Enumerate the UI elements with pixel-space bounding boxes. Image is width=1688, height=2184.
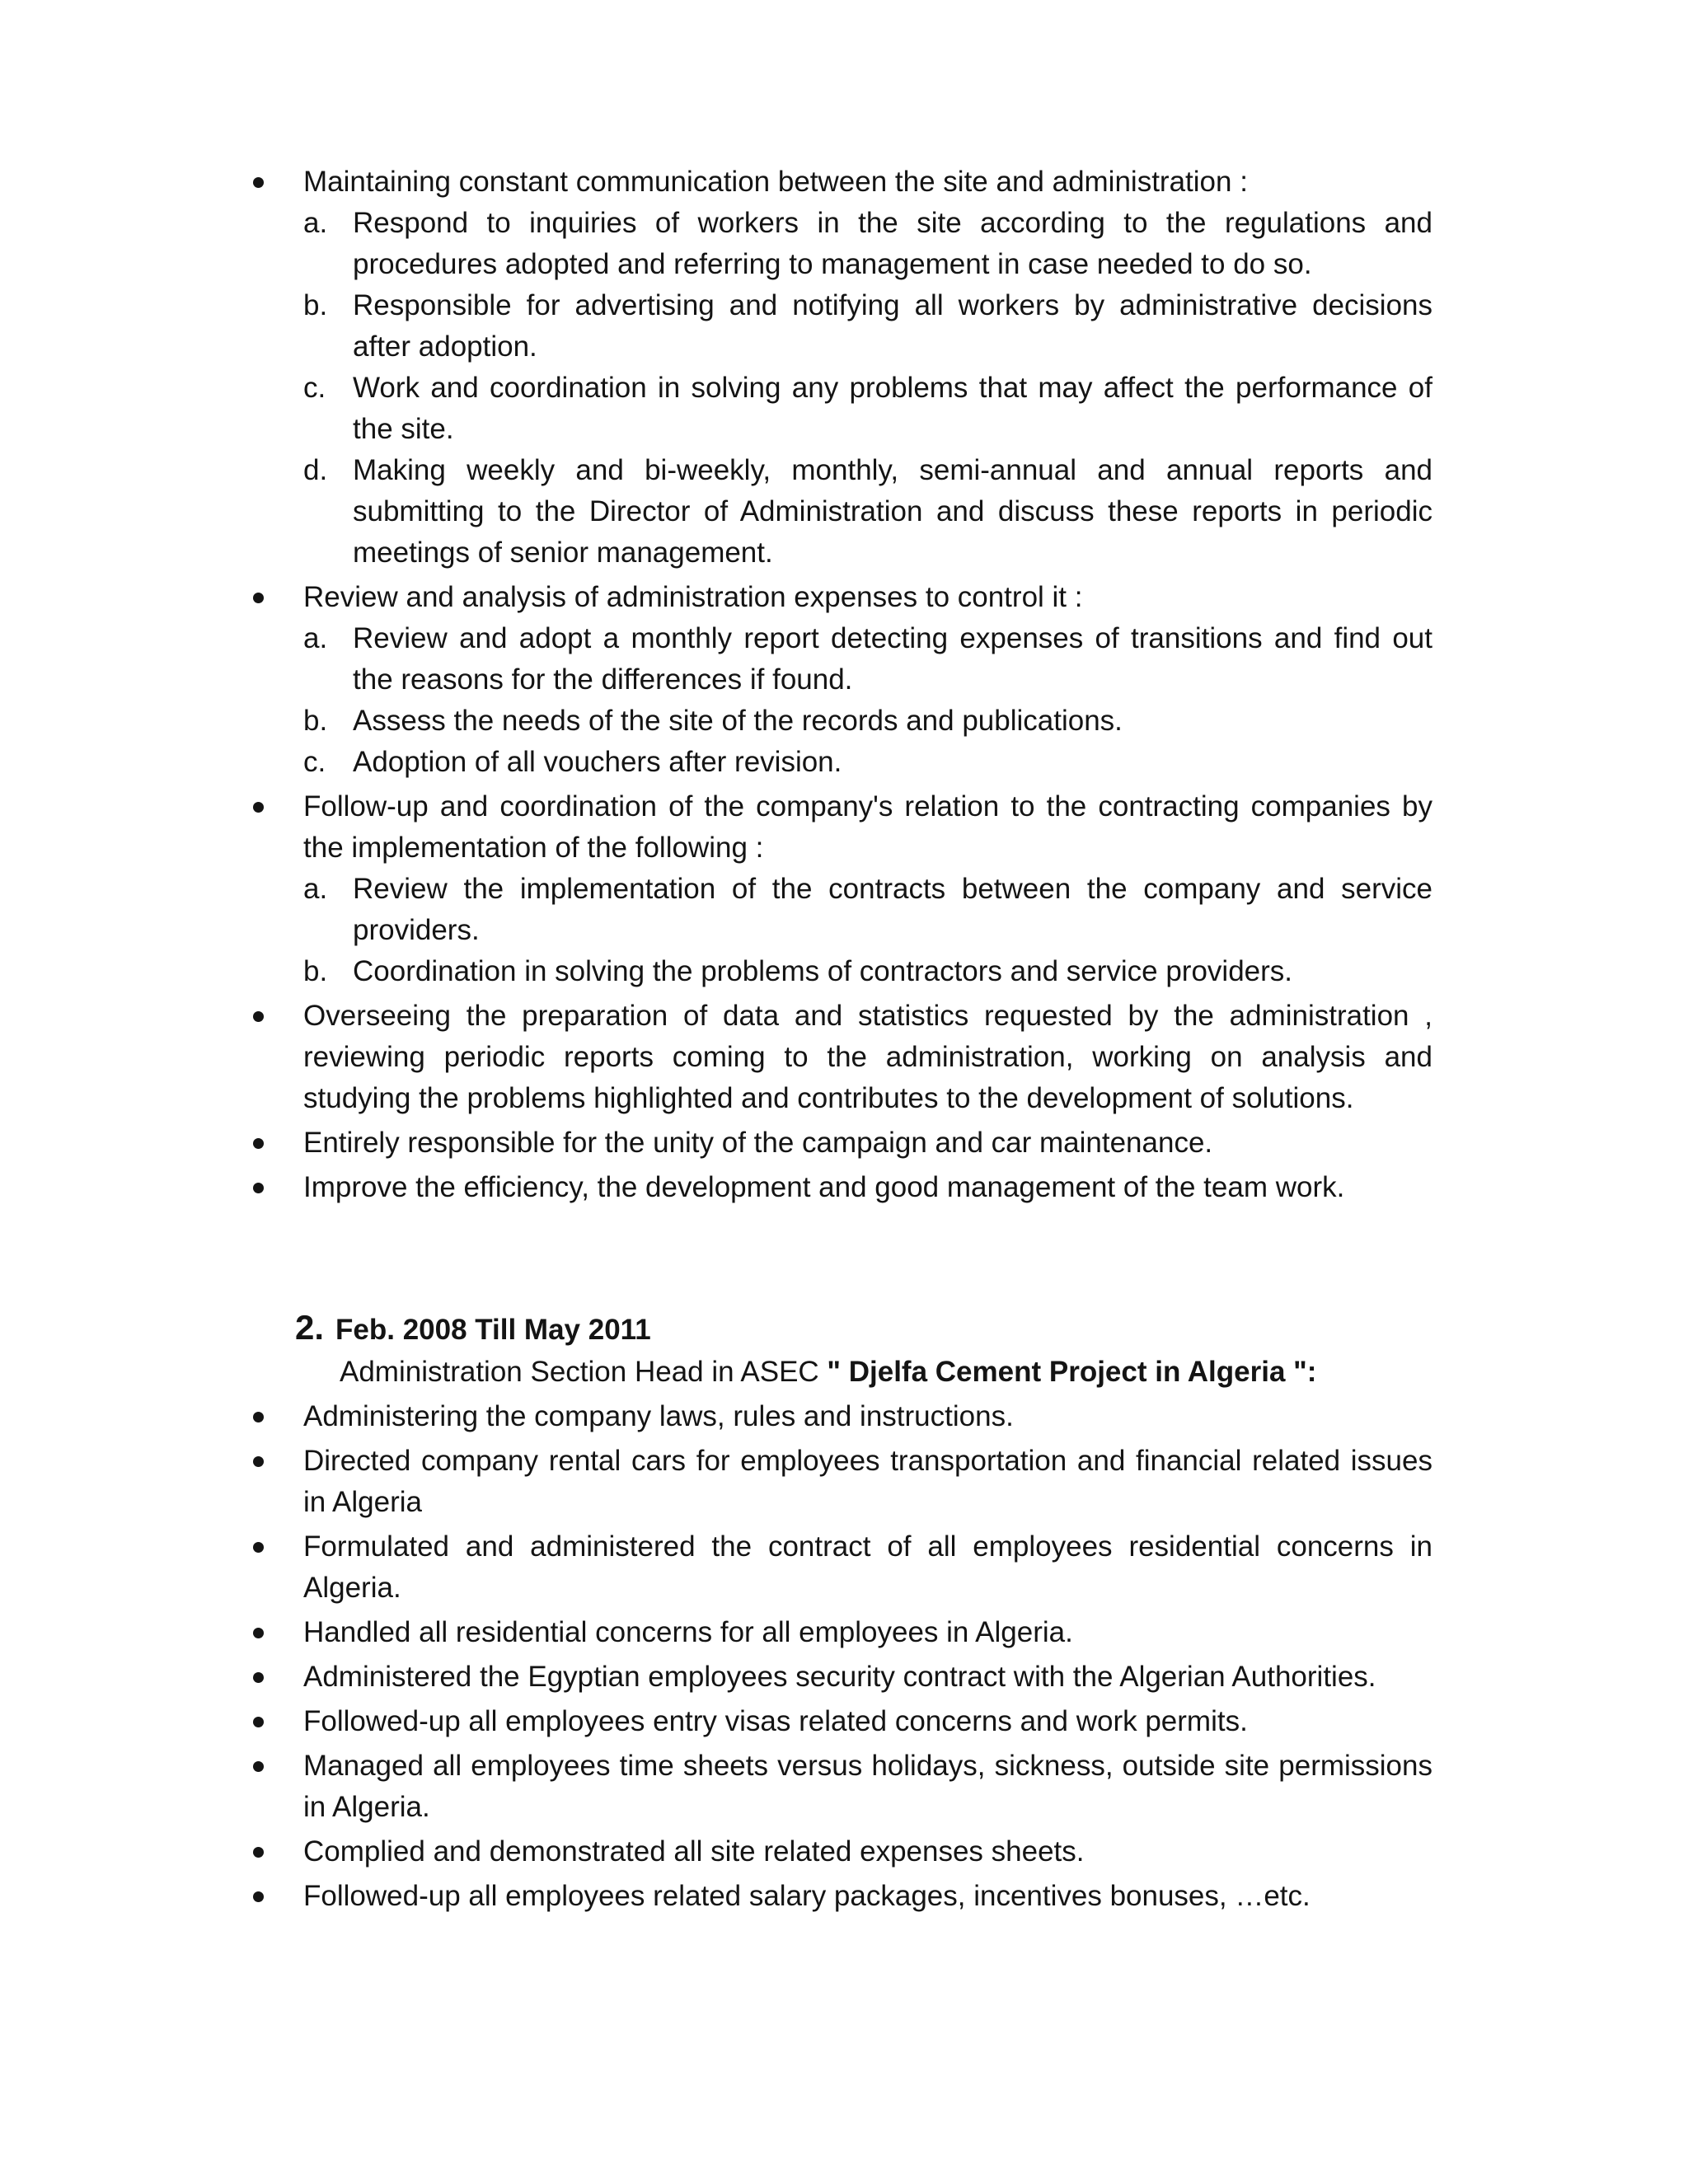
list-item	[0, 1167, 1432, 1208]
item-text: Overseeing the preparation of data and statistics requested by the administration , reviewing periodic reports coming to the administration, working on analysis and studying the problems highlighted and contributes to the development of solutions.	[303, 1000, 1432, 1114]
sub-item-letter: a.	[303, 873, 328, 905]
bullet-icon	[253, 1456, 264, 1467]
item-text: Follow-up and coordination of the company's relation to the contracting companies by the implementation of the following :	[303, 790, 1432, 864]
list-item	[0, 1746, 1432, 1828]
sub-item-letter: c.	[303, 372, 326, 404]
list-item	[0, 786, 1432, 869]
sub-item-letter: c.	[303, 746, 326, 778]
bullet-icon	[253, 1183, 264, 1193]
bullet-icon	[253, 1138, 264, 1149]
section-number: 2.	[295, 1308, 325, 1347]
item-text: Formulated and administered the contract of all employees residential concerns in Algeria.	[303, 1530, 1432, 1604]
sub-item-letter: b.	[303, 705, 328, 737]
sub-item-text: Review the implementation of the contracts between the company and service providers.	[353, 873, 1432, 946]
list-item	[0, 1657, 1432, 1698]
item-text: Improve the efficiency, the development and good management of the team work.	[303, 1171, 1345, 1203]
item-text: Administered the Egyptian employees security contract with the Algerian Authorities.	[303, 1661, 1376, 1693]
section2-list	[0, 1396, 1688, 1917]
list-item	[0, 1122, 1432, 1164]
bullet-icon	[253, 1761, 264, 1772]
sub-item-letter: d.	[303, 454, 328, 486]
bullet-icon	[253, 1412, 264, 1422]
sub-item	[303, 951, 1432, 992]
sub-item-text: Responsible for advertising and notifying all workers by administrative decisions after adoption.	[353, 289, 1432, 363]
sub-list	[303, 203, 1432, 574]
role-text: Administration Section Head in ASEC	[340, 1356, 828, 1388]
sub-item-letter: a.	[303, 207, 328, 239]
sub-item-letter: b.	[303, 289, 328, 321]
sub-item-letter: b.	[303, 955, 328, 987]
sub-item	[303, 450, 1432, 574]
sub-item-text: Coordination in solving the problems of contractors and service providers.	[353, 955, 1293, 987]
bullet-icon	[253, 177, 264, 188]
sub-item-text: Making weekly and bi-weekly, monthly, semi-annual and annual reports and submitting to the Director of Administration and discuss these reports in periodic meetings of senior management.	[353, 454, 1432, 569]
bullet-icon	[253, 593, 264, 603]
section1-list	[0, 162, 1688, 1208]
bullet-icon	[253, 1672, 264, 1683]
bullet-icon	[253, 1891, 264, 1902]
sub-item	[303, 618, 1432, 701]
bullet-icon	[253, 1542, 264, 1553]
item-text: Followed-up all employees entry visas related concerns and work permits.	[303, 1705, 1248, 1737]
sub-item	[303, 742, 1432, 783]
sub-item-letter: a.	[303, 622, 328, 654]
sub-item	[303, 285, 1432, 368]
item-text: Maintaining constant communication between the site and administration :	[303, 166, 1248, 198]
bullet-icon	[253, 802, 264, 813]
sub-item-text: Review and adopt a monthly report detecting expenses of transitions and find out the reasons for the differences if found.	[353, 622, 1432, 696]
sub-item	[303, 701, 1432, 742]
item-text: Managed all employees time sheets versus holidays, sickness, outside site permissions in Algeria.	[303, 1750, 1432, 1823]
list-item	[0, 577, 1432, 618]
bullet-icon	[253, 1717, 264, 1727]
sub-item-text: Respond to inquiries of workers in the site according to the regulations and procedures adopted and referring to management in case needed to do so.	[353, 207, 1432, 280]
sub-item	[303, 203, 1432, 285]
item-text: Administering the company laws, rules and instructions.	[303, 1400, 1014, 1432]
sub-item-text: Work and coordination in solving any problems that may affect the performance of the site.	[353, 372, 1432, 445]
item-text: Directed company rental cars for employees transportation and financial related issues in Algeria	[303, 1445, 1432, 1518]
project-name: " Djelfa Cement Project in Algeria ":	[827, 1356, 1317, 1388]
item-text: Complied and demonstrated all site related expenses sheets.	[303, 1835, 1085, 1868]
section2-role	[340, 1352, 1316, 1393]
bullet-icon	[253, 1628, 264, 1638]
item-text: Review and analysis of administration expenses to control it :	[303, 581, 1083, 613]
sub-item-text: Assess the needs of the site of the records and publications.	[353, 705, 1123, 737]
item-text: Entirely responsible for the unity of the campaign and car maintenance.	[303, 1127, 1213, 1159]
item-text: Handled all residential concerns for all employees in Algeria.	[303, 1616, 1073, 1648]
list-item	[0, 162, 1432, 203]
list-item	[0, 996, 1432, 1119]
list-item	[0, 1701, 1432, 1742]
section-period: Feb. 2008 Till May 2011	[335, 1314, 651, 1346]
list-item	[0, 1526, 1432, 1609]
sub-item	[303, 869, 1432, 951]
bullet-icon	[253, 1011, 264, 1022]
sub-list	[303, 869, 1432, 992]
bullet-icon	[253, 1847, 264, 1858]
sub-list	[303, 618, 1432, 783]
list-item	[0, 1396, 1432, 1437]
list-item	[0, 1612, 1432, 1653]
list-item	[0, 1831, 1432, 1872]
list-item	[0, 1441, 1432, 1523]
sub-item-text: Adoption of all vouchers after revision.	[353, 746, 842, 778]
list-item	[0, 1876, 1432, 1917]
section2-heading	[295, 1307, 651, 1351]
sub-item	[303, 368, 1432, 450]
item-text: Followed-up all employees related salary packages, incentives bonuses, …etc.	[303, 1880, 1311, 1912]
